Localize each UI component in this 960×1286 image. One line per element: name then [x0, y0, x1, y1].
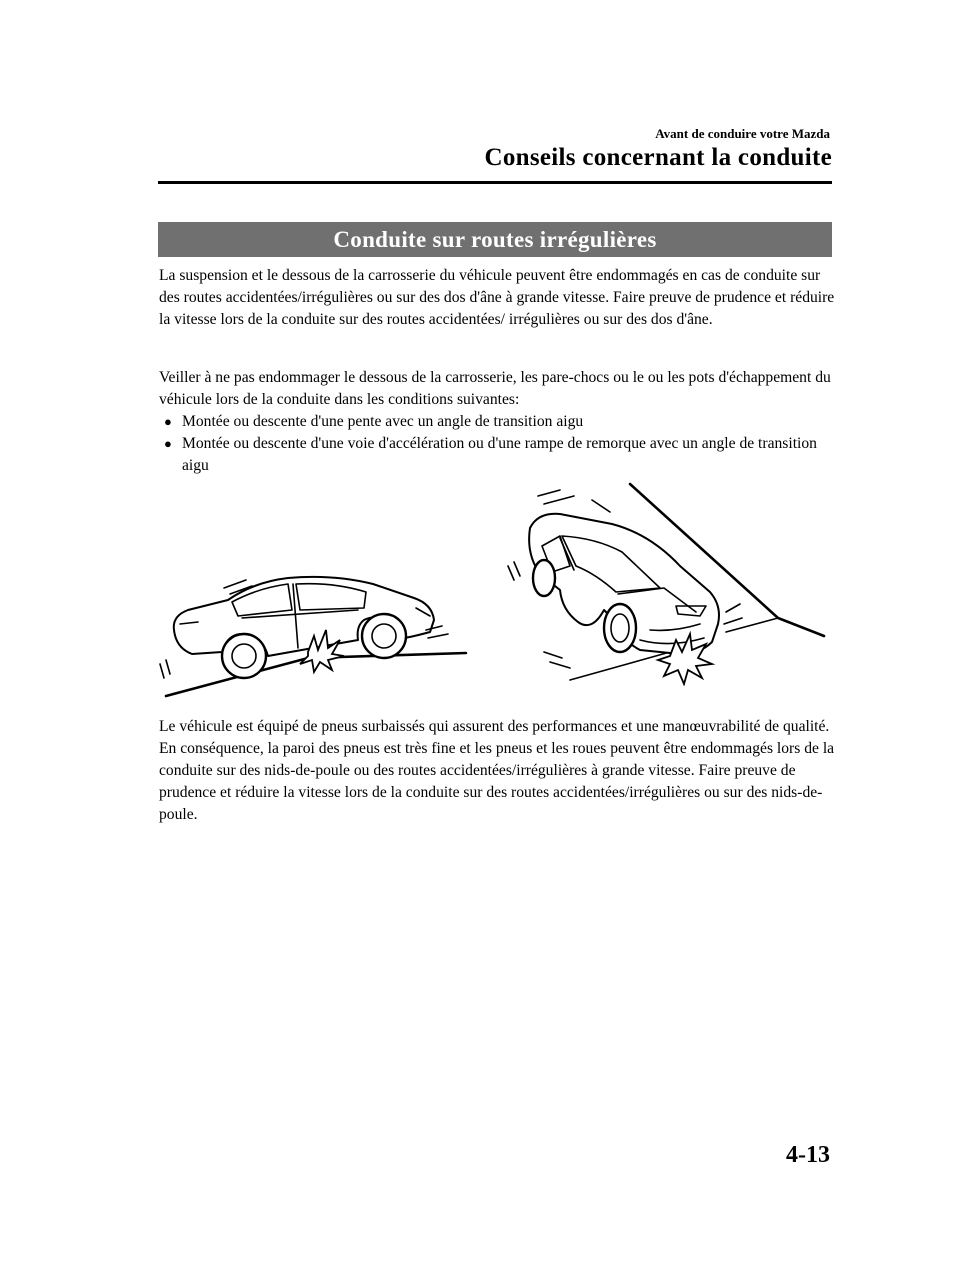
- conditions-list: [159, 411, 839, 477]
- list-item-text: Montée ou descente d'une pente avec un angle de transition aigu: [182, 413, 584, 430]
- list-item: [159, 433, 839, 477]
- list-item: [159, 411, 839, 433]
- paragraph-speed-warning: La suspension et le dessous de la carrosserie du véhicule peuvent être endommagés en cas de conduite sur des routes accidentées/irrégulières ou sur des dos d'âne à grande vitesse. Faire preuve de prudence et réduire la vitesse lors de la conduite sur des routes accidentées/ irrégulières ou sur des dos d'âne.: [159, 267, 835, 328]
- header-rule: [158, 181, 832, 184]
- ramp-scrape-illustration: [500, 482, 832, 686]
- paragraph-low-profile-tires: Le véhicule est équipé de pneus surbaissés qui assurent des performances et une manœuvrabilité de qualité. En conséquence, la paroi des pneus est très fine et les pneus et les roues peuvent être endommagés lors de la conduite sur des nids-de-poule ou des routes accidentées/irrégulières à grande vitesse. Faire preuve de prudence et réduire la vitesse lors de la conduite sur des routes accidentées/irrégulières ou sur des nids-de-poule.: [159, 718, 835, 823]
- page-number: 4-13: [786, 1142, 830, 1168]
- list-item-text: Montée ou descente d'une voie d'accélération ou d'une rampe de remorque avec un angle de transition aigu: [182, 435, 817, 474]
- bullet-icon: ●: [164, 414, 172, 429]
- chapter-title: Conseils concernant la conduite: [484, 144, 832, 171]
- paragraph-underbody-warning: Veiller à ne pas endommager le dessous de la carrosserie, les pare-chocs ou le ou les pots d'échappement du véhicule lors de la conduite dans les conditions suivantes:: [159, 369, 831, 408]
- running-head: Avant de conduire votre Mazda: [655, 126, 830, 141]
- bullet-icon: ●: [164, 436, 172, 451]
- section-title: Conduite sur routes irrégulières: [158, 222, 832, 257]
- slope-scrape-illustration: [158, 560, 470, 704]
